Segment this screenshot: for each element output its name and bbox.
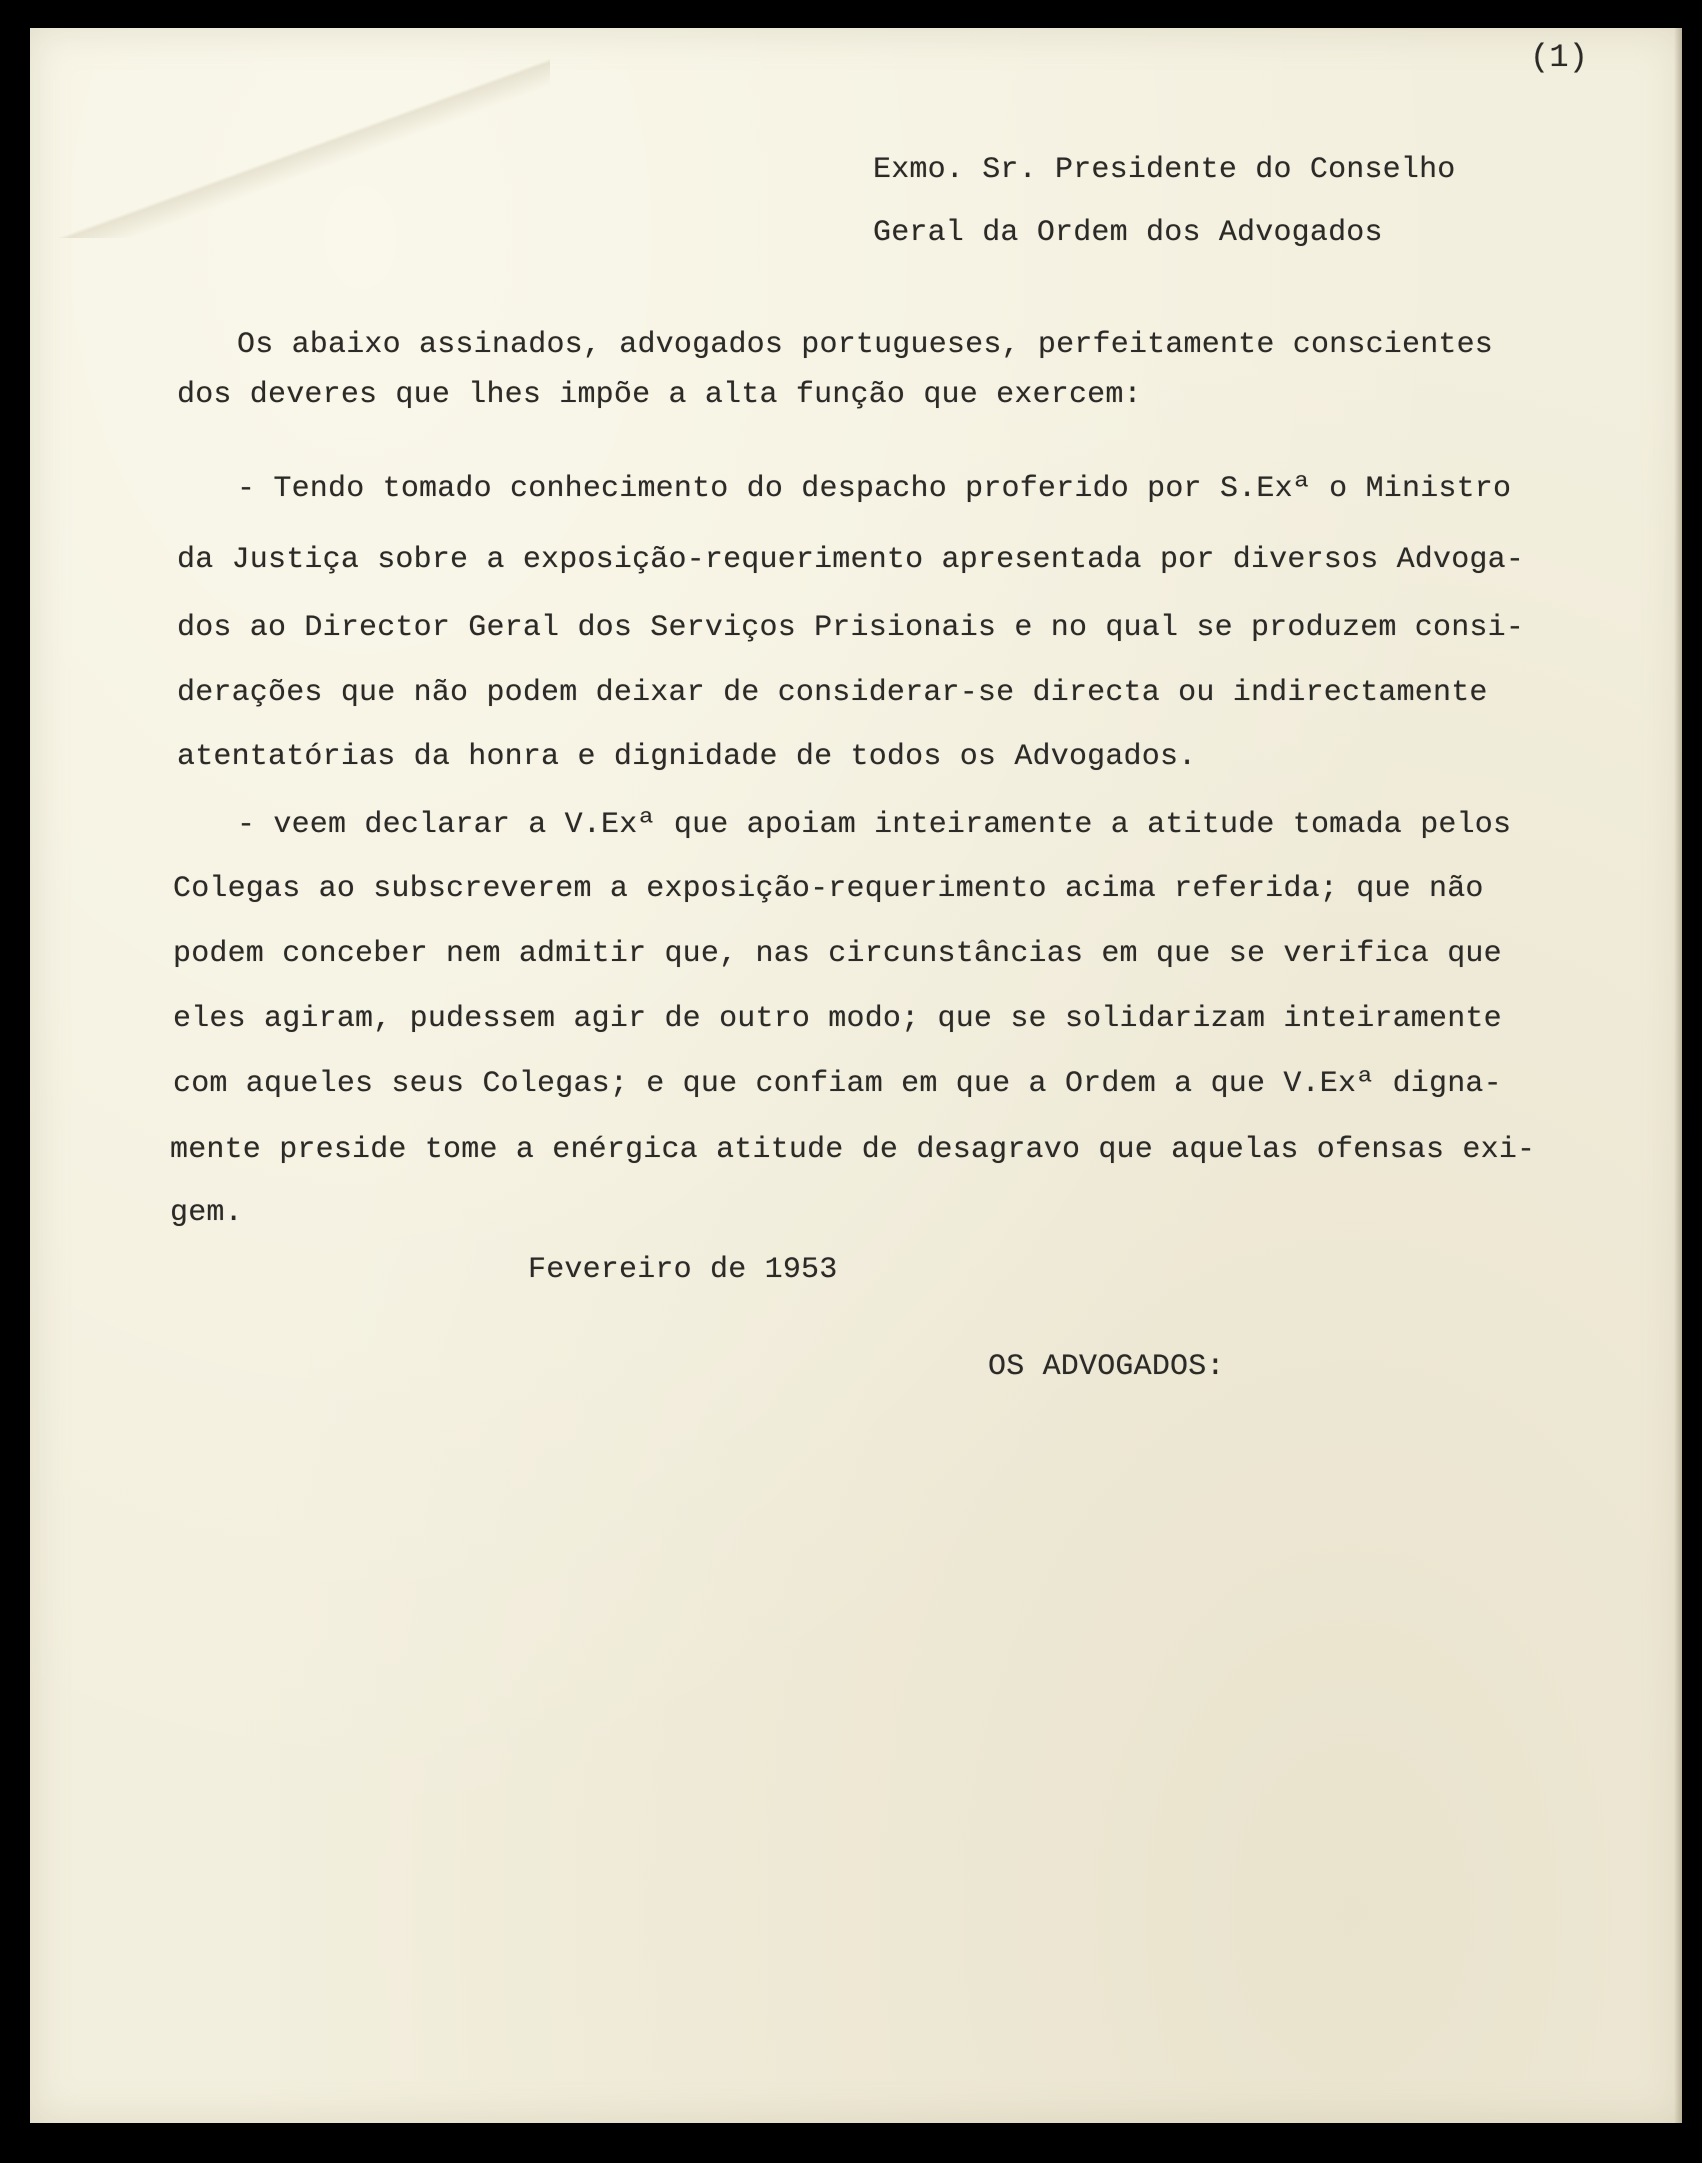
- signatories-heading: OS ADVOGADOS:: [988, 1350, 1225, 1384]
- body-text-line: - Tendo tomado conhecimento do despacho proferido por S.Exª o Ministro: [237, 472, 1512, 506]
- body-text-line: atentatórias da honra e dignidade de todos os Advogados.: [177, 740, 1197, 774]
- body-text-line: eles agiram, pudessem agir de outro modo; que se solidarizam inteiramente: [173, 1002, 1502, 1036]
- body-text-line: mente preside tome a enérgica atitude de desagravo que aquelas ofensas exi-: [170, 1133, 1536, 1167]
- addressee-line: Exmo. Sr. Presidente do Conselho: [873, 153, 1456, 187]
- body-text-line: podem conceber nem admitir que, nas circunstâncias em que se verifica que: [173, 937, 1502, 971]
- document-date: Fevereiro de 1953: [528, 1253, 838, 1287]
- body-text-line: com aqueles seus Colegas; e que confiam em que a Ordem a que V.Exª digna-: [173, 1067, 1502, 1101]
- body-text-line: dos ao Director Geral dos Serviços Prisionais e no qual se produzem consi-: [177, 611, 1525, 645]
- body-text-line: dos deveres que lhes impõe a alta função que exercem:: [177, 378, 1142, 412]
- body-text-line: Colegas ao subscreverem a exposição-requerimento acima referida; que não: [173, 872, 1484, 906]
- body-text-line: - veem declarar a V.Exª que apoiam inteiramente a atitude tomada pelos: [237, 808, 1512, 842]
- body-text-line: derações que não podem deixar de considerar-se directa ou indirectamente: [177, 676, 1488, 710]
- addressee-line: Geral da Ordem dos Advogados: [873, 216, 1383, 250]
- paper-edge-shadow: [1674, 28, 1682, 2123]
- body-text-line: Os abaixo assinados, advogados portugueses, perfeitamente conscientes: [237, 328, 1494, 362]
- paper-fold-mark: [30, 28, 550, 238]
- body-text-line: gem.: [170, 1196, 243, 1230]
- page-number: (1): [1530, 39, 1589, 76]
- body-text-line: da Justiça sobre a exposição-requerimento apresentada por diversos Advoga-: [177, 543, 1525, 577]
